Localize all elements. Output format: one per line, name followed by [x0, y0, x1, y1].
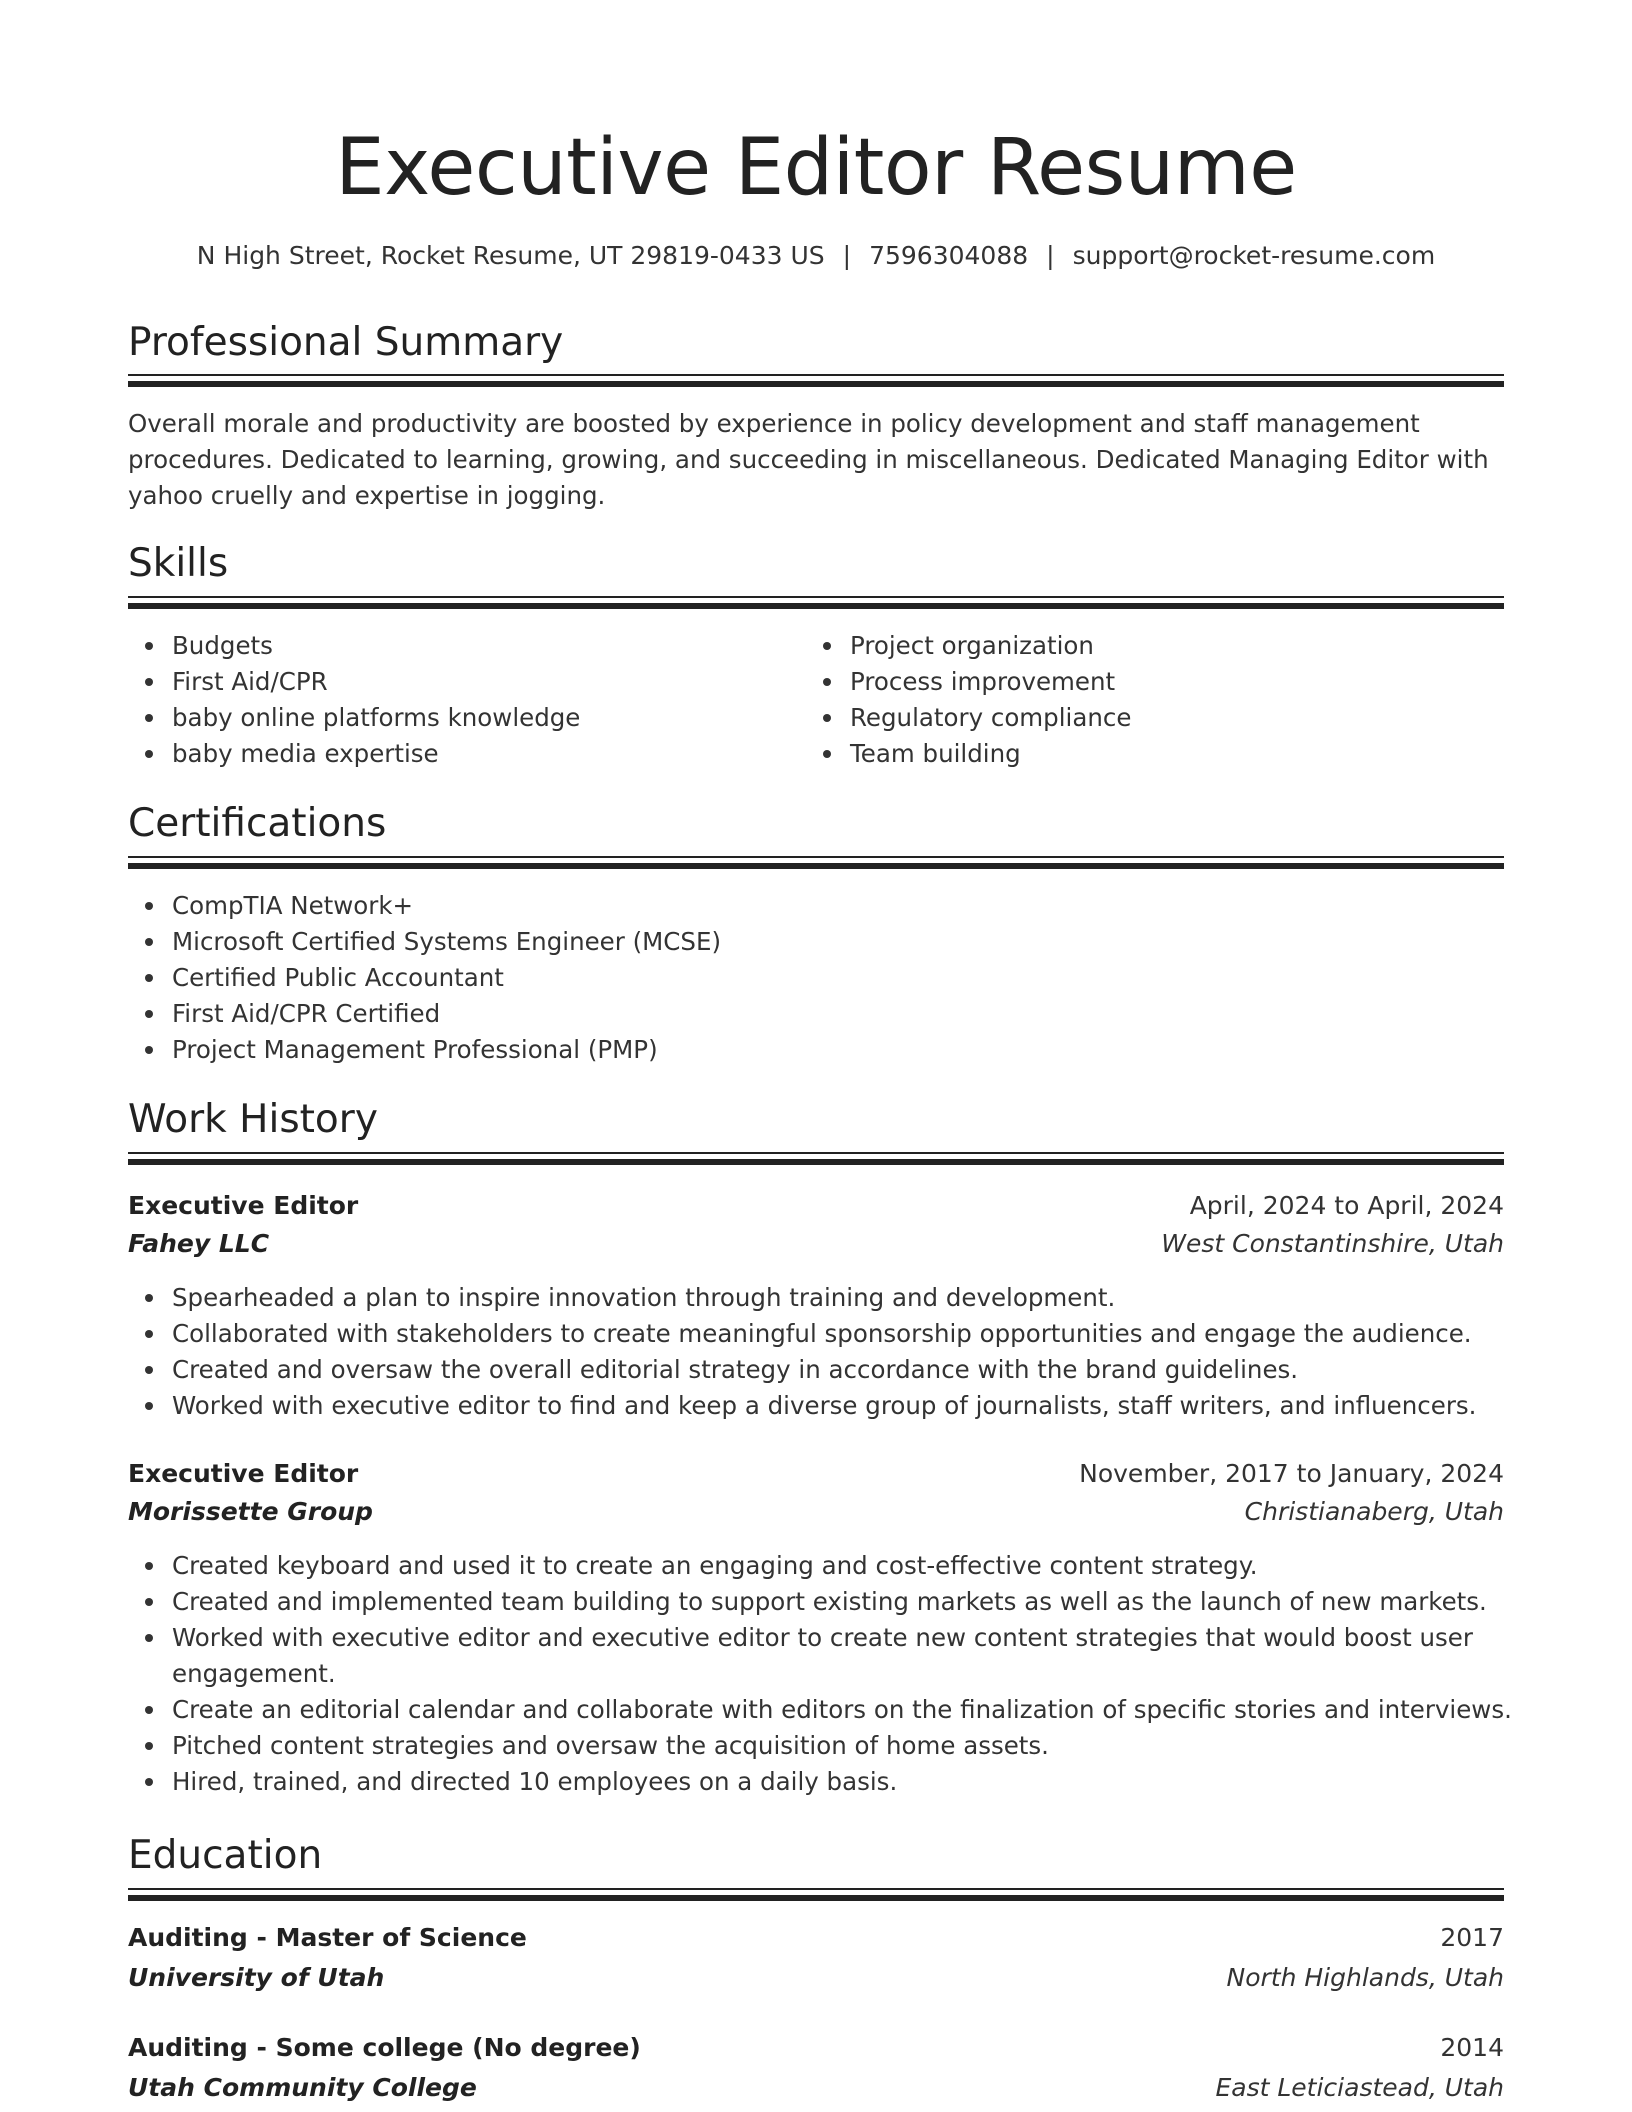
- section-title-certifications: Certifications: [128, 801, 387, 846]
- certification-item: CompTIA Network+: [172, 888, 1472, 924]
- resume-title: Executive Editor Resume: [335, 123, 1297, 213]
- education-location: North Highlands, Utah: [1226, 1963, 1504, 1992]
- job-bullet: Worked with executive editor to find and keep a diverse group of journalists, staff writers, and influencers.: [172, 1388, 1548, 1424]
- education-year: 2014: [1440, 2033, 1504, 2062]
- summary-text: Overall morale and productivity are boosted by experience in policy development and staff management procedures. Dedicated to learning, growing, and succeeding in miscellaneous. Dedicated Managing Editor with yahoo cruelly and expertise in jogging.: [128, 409, 1489, 510]
- job-bullet: Hired, trained, and directed 10 employees on a daily basis.: [172, 1764, 1548, 1800]
- section-title-work-history: Work History: [128, 1097, 378, 1142]
- certification-item: Microsoft Certified Systems Engineer (MCSE): [172, 924, 1472, 960]
- education-degree: Auditing - Some college (No degree): [128, 2033, 641, 2062]
- job-bullet: Spearheaded a plan to inspire innovation through training and development.: [172, 1280, 1548, 1316]
- certification-item: First Aid/CPR Certified: [172, 996, 1472, 1032]
- education-school-row: [128, 2070, 1504, 2106]
- contact-separator: |: [842, 241, 852, 270]
- job-bullet: Create an editorial calendar and collaborate with editors on the finalization of specific stories and interviews.: [172, 1692, 1548, 1728]
- education-year: 2017: [1440, 1923, 1504, 1952]
- contact-phone: 7596304088: [869, 241, 1029, 270]
- section-title-skills: Skills: [128, 541, 229, 586]
- job-bullet: Worked with executive editor and executive editor to create new content strategies that would boost user engagement.: [172, 1620, 1548, 1692]
- education-school: University of Utah: [128, 1963, 385, 1992]
- certification-item: Certified Public Accountant: [172, 960, 1472, 996]
- skills-list-left: [128, 628, 812, 772]
- job-title: Executive Editor: [128, 1459, 359, 1488]
- certifications-list: [128, 888, 1472, 1068]
- section-divider: [128, 1152, 1504, 1165]
- job-header-row: [128, 1188, 1504, 1224]
- skill-item: First Aid/CPR: [172, 664, 812, 700]
- job-company-row: [128, 1494, 1504, 1530]
- section-divider: [128, 596, 1504, 609]
- skill-item: Project organization: [850, 628, 1490, 664]
- skill-item: baby media expertise: [172, 736, 812, 772]
- section-divider: [128, 856, 1504, 869]
- skill-item: baby online platforms knowledge: [172, 700, 812, 736]
- job-bullets: [128, 1280, 1548, 1424]
- contact-address: N High Street, Rocket Resume, UT 29819-0433 US: [196, 241, 825, 270]
- skill-item: Budgets: [172, 628, 812, 664]
- job-company: Morissette Group: [128, 1497, 373, 1526]
- section-divider: [128, 374, 1504, 387]
- job-bullet: Pitched content strategies and oversaw the acquisition of home assets.: [172, 1728, 1548, 1764]
- contact-email[interactable]: support@rocket-resume.com: [1072, 241, 1436, 270]
- skill-item: Team building: [850, 736, 1490, 772]
- job-title: Executive Editor: [128, 1191, 359, 1220]
- certification-item: Project Management Professional (PMP): [172, 1032, 1472, 1068]
- education-location: East Leticiastead, Utah: [1215, 2073, 1504, 2102]
- job-bullet: Created and implemented team building to support existing markets as well as the launch of new markets.: [172, 1584, 1548, 1620]
- education-degree: Auditing - Master of Science: [128, 1923, 527, 1952]
- job-location: West Constantinshire, Utah: [1161, 1229, 1504, 1258]
- job-bullet: Collaborated with stakeholders to create meaningful sponsorship opportunities and engage the audience.: [172, 1316, 1548, 1352]
- job-bullet: Created and oversaw the overall editorial strategy in accordance with the brand guidelines.: [172, 1352, 1548, 1388]
- skill-item: Regulatory compliance: [850, 700, 1490, 736]
- skills-list-right: [806, 628, 1490, 772]
- education-header-row: [128, 1920, 1504, 1956]
- job-company: Fahey LLC: [128, 1229, 270, 1258]
- education-school: Utah Community College: [128, 2073, 477, 2102]
- education-header-row: [128, 2030, 1504, 2066]
- section-title-education: Education: [128, 1833, 323, 1878]
- job-company-row: [128, 1226, 1504, 1262]
- job-bullets: [128, 1548, 1548, 1800]
- job-location: Christianaberg, Utah: [1244, 1497, 1504, 1526]
- section-divider: [128, 1888, 1504, 1901]
- job-bullet: Created keyboard and used it to create an engaging and cost-effective content strategy.: [172, 1548, 1548, 1584]
- job-dates: November, 2017 to January, 2024: [1079, 1459, 1504, 1488]
- job-header-row: [128, 1456, 1504, 1492]
- job-dates: April, 2024 to April, 2024: [1189, 1191, 1504, 1220]
- contact-line: [128, 238, 1504, 274]
- skill-item: Process improvement: [850, 664, 1490, 700]
- section-title-summary: Professional Summary: [128, 320, 564, 365]
- contact-separator: |: [1046, 241, 1055, 270]
- education-school-row: [128, 1960, 1504, 1996]
